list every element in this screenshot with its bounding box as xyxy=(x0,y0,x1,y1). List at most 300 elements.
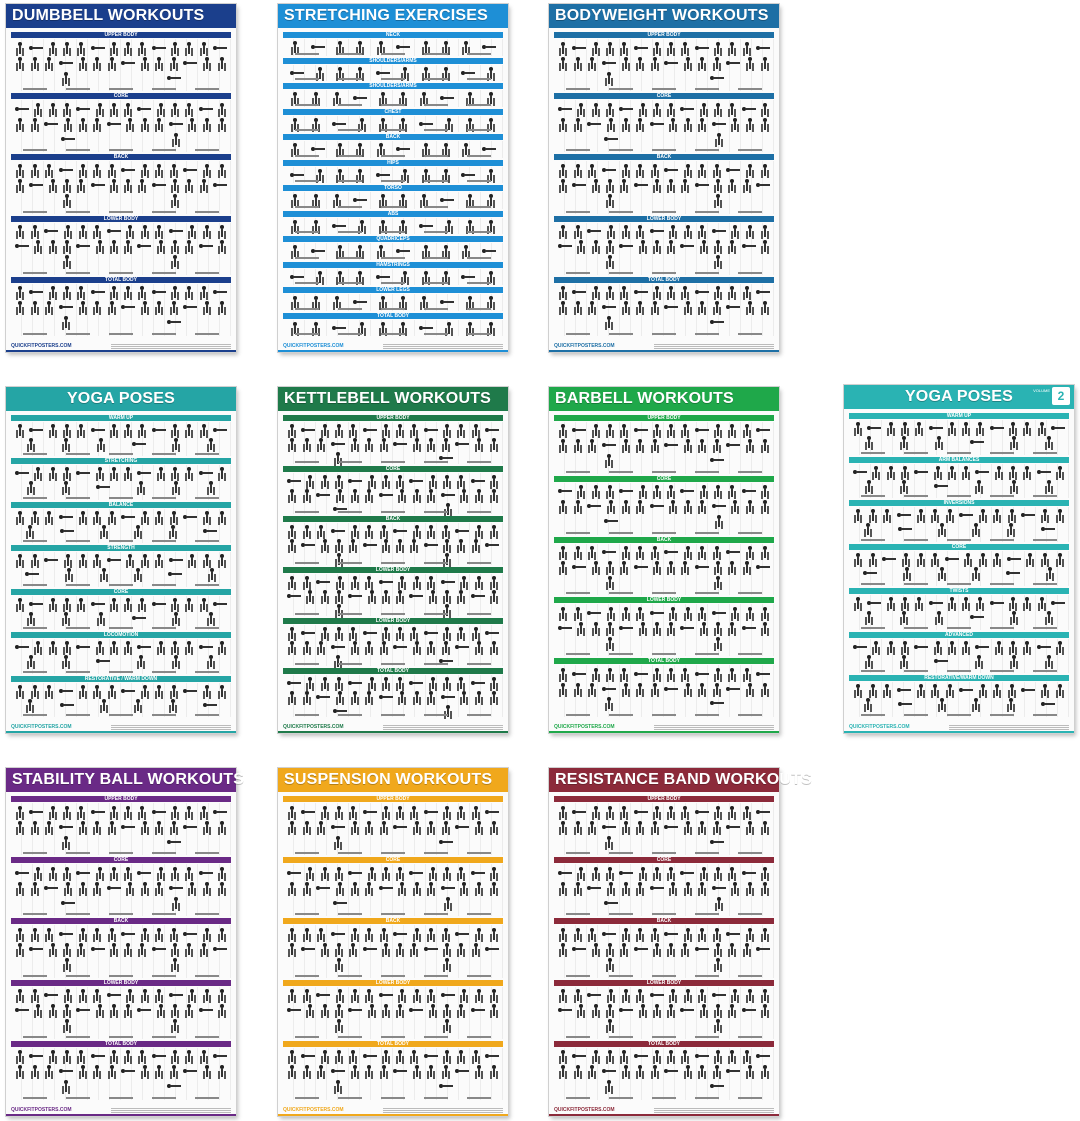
exercise-figure-icon xyxy=(78,225,88,237)
exercise-figure-icon xyxy=(397,882,407,894)
section-header: TOTAL BODY xyxy=(283,668,503,674)
exercise-figure-icon xyxy=(184,240,194,252)
exercise-grid xyxy=(283,925,503,977)
exercise-figure-icon xyxy=(92,301,102,313)
exercise-label-placeholder xyxy=(1033,539,1057,541)
exercise-figure-icon xyxy=(572,427,586,433)
exercise-figure-icon xyxy=(202,164,212,176)
exercise-figure-icon xyxy=(125,989,135,1001)
section-header: LOWER BODY xyxy=(554,216,774,222)
exercise-figure-icon xyxy=(409,870,423,876)
exercise-figure-icon xyxy=(602,686,616,692)
exercise-figure-icon xyxy=(15,106,29,112)
exercise-figures xyxy=(556,224,772,269)
exercise-figure-icon xyxy=(650,928,660,940)
exercise-figure-icon xyxy=(137,106,151,112)
exercise-figures xyxy=(13,1049,229,1094)
poster-footer xyxy=(554,1106,774,1114)
exercise-figure-icon xyxy=(334,539,344,551)
exercise-figure-icon xyxy=(1022,466,1032,478)
exercise-figure-icon xyxy=(397,489,407,501)
exercise-label-placeholder xyxy=(738,592,762,594)
exercise-section xyxy=(11,216,231,275)
exercise-label-placeholder xyxy=(338,714,362,716)
exercise-figure-icon xyxy=(471,870,485,876)
exercise-figure-icon xyxy=(15,598,25,610)
exercise-figure-icon xyxy=(604,316,614,328)
exercise-label-placeholder xyxy=(695,88,719,90)
exercise-figure-icon xyxy=(320,1004,330,1016)
exercise-figure-icon xyxy=(591,240,601,252)
exercise-figure-icon xyxy=(320,424,330,436)
exercise-figure-icon xyxy=(287,882,297,894)
exercise-label-placeholder xyxy=(66,1036,90,1038)
exercise-figures xyxy=(556,605,772,650)
exercise-figure-icon xyxy=(713,255,723,267)
section-header: RESTORATIVE/WARM DOWN xyxy=(849,675,1069,681)
exercise-figure-icon xyxy=(419,223,433,229)
exercise-figures xyxy=(13,510,229,537)
exercise-figure-icon xyxy=(140,225,150,237)
exercise-figure-icon xyxy=(760,989,770,1001)
exercise-figure-icon xyxy=(184,103,194,115)
exercise-figure-icon xyxy=(199,179,209,191)
exercise-section xyxy=(283,236,503,260)
exercise-figure-icon xyxy=(331,824,345,830)
section-header: ADVANCED xyxy=(849,632,1069,638)
exercise-figure-icon xyxy=(900,597,910,609)
exercise-label-placeholder xyxy=(990,495,1014,497)
exercise-figure-icon xyxy=(474,928,484,940)
volume-label: VOLUME xyxy=(1033,388,1050,393)
exercise-section xyxy=(283,567,503,616)
exercise-figure-icon xyxy=(471,478,485,484)
exercise-figure-icon xyxy=(30,164,40,176)
exercise-figure-icon xyxy=(96,612,106,624)
exercise-figure-icon xyxy=(697,500,707,512)
exercise-figure-icon xyxy=(171,438,181,450)
exercise-figure-icon xyxy=(213,182,227,188)
section-header: SHOULDERS/ARMS xyxy=(283,58,503,64)
exercise-label-placeholder xyxy=(109,584,133,586)
exercise-figure-icon xyxy=(605,958,615,970)
exercise-figure-icon xyxy=(710,75,724,81)
exercise-label-placeholder xyxy=(109,540,133,542)
exercise-figure-icon xyxy=(92,928,102,940)
exercise-section xyxy=(554,597,774,656)
exercise-label-placeholder xyxy=(295,231,319,233)
exercise-section xyxy=(283,313,503,337)
exercise-label-placeholder xyxy=(295,613,319,615)
exercise-figure-icon xyxy=(395,475,405,487)
exercise-figure-icon xyxy=(154,928,164,940)
exercise-figure-icon xyxy=(697,683,707,695)
exercise-figure-icon xyxy=(30,1065,40,1077)
bottom-color-strip xyxy=(6,731,236,733)
exercise-figure-icon xyxy=(1007,684,1017,696)
section-header: UPPER BODY xyxy=(283,415,503,421)
section-header: BACK xyxy=(283,516,503,522)
exercise-figure-icon xyxy=(666,424,676,436)
exercise-figure-icon xyxy=(381,677,391,689)
exercise-section xyxy=(849,500,1069,542)
exercise-figure-icon xyxy=(621,57,631,69)
exercise-label-placeholder xyxy=(861,627,885,629)
exercise-figure-icon xyxy=(169,557,183,563)
exercise-figure-icon xyxy=(489,691,499,703)
exercise-label-placeholder xyxy=(295,714,319,716)
exercise-figure-icon xyxy=(1006,523,1016,535)
poster-body xyxy=(283,32,503,340)
exercise-figure-icon xyxy=(123,179,133,191)
exercise-figure-icon xyxy=(727,240,737,252)
exercise-label-placeholder xyxy=(738,1036,762,1038)
exercise-figure-icon xyxy=(393,644,407,650)
exercise-figure-icon xyxy=(187,118,197,130)
exercise-figure-icon xyxy=(930,553,940,565)
exercise-figures xyxy=(13,285,229,330)
exercise-figure-icon xyxy=(727,561,737,573)
exercise-figure-icon xyxy=(335,882,345,894)
exercise-figure-icon xyxy=(62,194,72,206)
exercise-figure-icon xyxy=(666,240,676,252)
exercise-figure-icon xyxy=(396,44,410,50)
section-header: CORE xyxy=(11,93,231,99)
poster-footer xyxy=(11,723,231,731)
exercise-figures xyxy=(285,474,501,509)
exercise-section xyxy=(11,918,231,977)
exercise-figure-icon xyxy=(316,641,326,653)
exercise-figure-icon xyxy=(558,42,568,54)
exercise-figure-icon xyxy=(591,1004,601,1016)
exercise-figure-icon xyxy=(605,424,615,436)
exercise-figure-icon xyxy=(760,607,770,619)
exercise-label-placeholder xyxy=(566,333,590,335)
exercise-label-placeholder xyxy=(424,231,448,233)
exercise-figure-icon xyxy=(680,106,694,112)
exercise-figure-icon xyxy=(573,683,583,695)
section-header: CORE xyxy=(283,466,503,472)
exercise-figure-icon xyxy=(348,478,362,484)
exercise-figure-icon xyxy=(140,511,150,523)
exercise-figure-icon xyxy=(29,289,43,295)
exercise-figures xyxy=(285,423,501,458)
exercise-figure-icon xyxy=(914,422,924,434)
exercise-figure-icon xyxy=(573,1065,583,1077)
poster-title: BODYWEIGHT WORKOUTS xyxy=(549,4,779,28)
poster-body xyxy=(554,796,774,1104)
exercise-figure-icon xyxy=(882,509,892,521)
exercise-figure-icon xyxy=(442,1004,452,1016)
exercise-figure-icon xyxy=(30,928,40,940)
exercise-label-placeholder xyxy=(609,532,633,534)
exercise-grid xyxy=(554,422,774,474)
exercise-figure-icon xyxy=(63,882,73,894)
exercise-section xyxy=(11,676,231,717)
brand-url: QUICKFITPOSTERS.COM xyxy=(554,1107,615,1113)
exercise-figure-icon xyxy=(442,958,452,970)
exercise-figure-icon xyxy=(1009,436,1019,448)
exercise-figure-icon xyxy=(76,1007,90,1013)
exercise-figure-icon xyxy=(868,684,878,696)
exercise-figure-icon xyxy=(125,554,135,566)
exercise-figure-icon xyxy=(652,179,662,191)
exercise-figure-icon xyxy=(409,539,419,551)
exercise-figure-icon xyxy=(713,424,723,436)
exercise-figure-icon xyxy=(558,561,568,573)
exercise-labels xyxy=(13,538,229,543)
exercise-section xyxy=(11,980,231,1039)
exercise-figure-icon xyxy=(712,683,722,695)
exercise-figure-icon xyxy=(64,568,74,580)
exercise-figure-icon xyxy=(426,821,436,833)
exercise-figure-icon xyxy=(666,286,676,298)
exercise-figure-icon xyxy=(109,867,119,879)
exercise-figure-icon xyxy=(714,515,724,527)
exercise-figure-icon xyxy=(183,824,197,830)
exercise-label-placeholder xyxy=(66,584,90,586)
exercise-figure-icon xyxy=(1044,611,1054,623)
exercise-figure-icon xyxy=(419,325,433,331)
exercise-figure-icon xyxy=(44,928,54,940)
exercise-figure-icon xyxy=(381,424,391,436)
poster-barbell xyxy=(549,387,779,733)
exercise-section xyxy=(849,632,1069,674)
exercise-grid xyxy=(11,925,231,977)
exercise-figure-icon xyxy=(302,438,312,450)
exercise-figure-icon xyxy=(442,590,452,602)
exercise-figures xyxy=(13,466,229,493)
exercise-figure-icon xyxy=(350,1065,360,1077)
exercise-figure-icon xyxy=(44,821,54,833)
exercise-figure-icon xyxy=(726,824,740,830)
exercise-figure-icon xyxy=(76,943,86,955)
exercise-figure-icon xyxy=(364,691,374,703)
exercise-figure-icon xyxy=(441,525,451,537)
exercise-figure-icon xyxy=(332,223,346,229)
exercise-figures xyxy=(556,988,772,1033)
exercise-label-placeholder xyxy=(695,211,719,213)
exercise-labels xyxy=(285,255,501,260)
exercise-figure-icon xyxy=(107,511,117,523)
exercise-figure-icon xyxy=(29,45,43,51)
exercise-figure-icon xyxy=(424,427,438,433)
exercise-figure-icon xyxy=(605,194,615,206)
exercise-figure-icon xyxy=(864,480,874,492)
exercise-figure-icon xyxy=(471,1007,485,1013)
exercise-figure-icon xyxy=(123,1004,133,1016)
exercise-figure-icon xyxy=(975,644,989,650)
exercise-figure-icon xyxy=(573,928,583,940)
exercise-figure-icon xyxy=(650,503,664,509)
exercise-figure-icon xyxy=(573,989,583,1001)
exercise-label-placeholder xyxy=(152,913,176,915)
exercise-figure-icon xyxy=(99,525,109,537)
exercise-figure-icon xyxy=(316,885,330,891)
exercise-label-placeholder xyxy=(338,1097,362,1099)
exercise-figure-icon xyxy=(426,882,436,894)
exercise-figure-icon xyxy=(48,42,58,54)
exercise-label-placeholder xyxy=(695,714,719,716)
section-header: QUADRICEPS xyxy=(283,236,503,242)
exercise-figure-icon xyxy=(573,439,583,451)
exercise-label-placeholder xyxy=(109,714,133,716)
fine-print xyxy=(111,725,231,730)
exercise-figure-icon xyxy=(442,1019,452,1031)
exercise-section xyxy=(849,457,1069,499)
exercise-figure-icon xyxy=(697,118,707,130)
exercise-figure-icon xyxy=(379,992,393,998)
exercise-figure-icon xyxy=(170,943,180,955)
exercise-figure-icon xyxy=(573,607,583,619)
exercise-figure-icon xyxy=(379,928,389,940)
exercise-figure-icon xyxy=(1045,567,1055,579)
exercise-figure-icon xyxy=(652,806,662,818)
exercise-label-placeholder xyxy=(566,714,590,716)
exercise-label-placeholder xyxy=(66,453,90,455)
exercise-figure-icon xyxy=(713,179,723,191)
section-header: UPPER BODY xyxy=(283,796,503,802)
exercise-figure-icon xyxy=(461,274,475,280)
exercise-label-placeholder xyxy=(947,627,971,629)
exercise-figure-icon xyxy=(456,627,466,639)
exercise-figure-icon xyxy=(461,172,475,178)
exercise-figure-icon xyxy=(459,691,469,703)
exercise-figure-icon xyxy=(745,118,755,130)
exercise-figure-icon xyxy=(60,702,74,708)
exercise-figure-icon xyxy=(1044,655,1054,667)
exercise-figure-icon xyxy=(62,424,72,436)
exercise-figure-icon xyxy=(123,424,133,436)
exercise-figure-icon xyxy=(745,607,755,619)
exercise-figure-icon xyxy=(76,598,86,610)
exercise-figure-icon xyxy=(199,598,209,610)
exercise-figure-icon xyxy=(15,870,29,876)
exercise-grid xyxy=(554,284,774,336)
exercise-figure-icon xyxy=(899,436,909,448)
exercise-figure-icon xyxy=(48,424,58,436)
exercise-figures xyxy=(13,553,229,580)
exercise-figure-icon xyxy=(975,597,985,609)
poster-kettlebell xyxy=(278,387,508,733)
exercise-label-placeholder xyxy=(467,913,491,915)
exercise-figure-icon xyxy=(558,989,568,1001)
exercise-figure-icon xyxy=(745,164,755,176)
exercise-figure-icon xyxy=(442,1050,452,1062)
exercise-figure-icon xyxy=(203,528,217,534)
exercise-figure-icon xyxy=(712,164,722,176)
exercise-figure-icon xyxy=(695,1053,709,1059)
exercise-figure-icon xyxy=(1037,644,1051,650)
exercise-labels xyxy=(556,147,772,152)
exercise-figure-icon xyxy=(937,698,947,710)
exercise-figure-icon xyxy=(395,1004,405,1016)
exercise-figure-icon xyxy=(29,427,43,433)
exercise-figure-icon xyxy=(107,1065,117,1077)
exercise-label-placeholder xyxy=(66,913,90,915)
section-header: BACK xyxy=(11,918,231,924)
exercise-figure-icon xyxy=(217,867,227,879)
exercise-figure-icon xyxy=(745,225,755,237)
exercise-label-placeholder xyxy=(424,714,448,716)
exercise-figure-icon xyxy=(474,821,484,833)
exercise-grid xyxy=(283,294,503,311)
poster-title: SUSPENSION WORKOUTS xyxy=(278,768,508,792)
exercise-section xyxy=(554,796,774,855)
exercise-labels xyxy=(13,147,229,152)
exercise-figure-icon xyxy=(305,1004,315,1016)
exercise-label-placeholder xyxy=(338,333,362,335)
exercise-figure-icon xyxy=(409,593,423,599)
exercise-figure-icon xyxy=(587,885,601,891)
exercise-figure-icon xyxy=(107,121,121,127)
exercise-figure-icon xyxy=(154,301,164,313)
exercise-figure-icon xyxy=(573,546,583,558)
exercise-figure-icon xyxy=(92,882,102,894)
exercise-labels xyxy=(13,209,229,214)
exercise-figure-icon xyxy=(695,289,709,295)
exercise-figure-icon xyxy=(62,1050,72,1062)
exercise-label-placeholder xyxy=(566,653,590,655)
exercise-label-placeholder xyxy=(424,975,448,977)
exercise-figure-icon xyxy=(156,467,166,479)
exercise-label-placeholder xyxy=(152,540,176,542)
exercise-figure-icon xyxy=(587,228,601,234)
exercise-label-placeholder xyxy=(609,88,633,90)
exercise-grid xyxy=(554,864,774,916)
exercise-figure-icon xyxy=(712,503,726,509)
exercise-figure-icon xyxy=(489,677,499,689)
exercise-figure-icon xyxy=(680,179,690,191)
exercise-figure-icon xyxy=(62,286,72,298)
exercise-figure-icon xyxy=(202,685,212,697)
exercise-figure-icon xyxy=(15,1050,25,1062)
section-header: TOTAL BODY xyxy=(11,1041,231,1047)
exercise-label-placeholder xyxy=(152,149,176,151)
exercise-figure-icon xyxy=(635,1065,645,1077)
exercise-figure-icon xyxy=(92,57,102,69)
exercise-figures xyxy=(851,465,1067,493)
section-header: BACK xyxy=(11,154,231,160)
section-header: TORSO xyxy=(283,185,503,191)
exercise-figure-icon xyxy=(137,470,151,476)
exercise-label-placeholder xyxy=(566,592,590,594)
exercise-figure-icon xyxy=(604,900,618,906)
exercise-label-placeholder xyxy=(652,333,676,335)
exercise-label-placeholder xyxy=(66,497,90,499)
exercise-figure-icon xyxy=(428,475,438,487)
bottom-color-strip xyxy=(278,350,508,352)
exercise-figure-icon xyxy=(680,1050,690,1062)
exercise-figure-icon xyxy=(680,561,690,573)
exercise-figure-icon xyxy=(350,641,360,653)
exercise-figure-icon xyxy=(712,301,722,313)
exercise-figure-icon xyxy=(619,42,629,54)
exercise-figure-icon xyxy=(184,943,194,955)
exercise-figure-icon xyxy=(287,989,297,1001)
exercise-figure-icon xyxy=(48,806,58,818)
exercise-figure-icon xyxy=(348,424,358,436)
section-header: TOTAL BODY xyxy=(283,313,503,319)
exercise-figure-icon xyxy=(107,57,117,69)
exercise-figure-icon xyxy=(424,809,438,815)
exercise-figure-icon xyxy=(1021,687,1035,693)
exercise-figure-icon xyxy=(727,485,737,497)
exercise-figure-icon xyxy=(156,641,166,653)
exercise-figure-icon xyxy=(91,45,105,51)
exercise-figures xyxy=(285,575,501,610)
exercise-figure-icon xyxy=(1022,422,1032,434)
